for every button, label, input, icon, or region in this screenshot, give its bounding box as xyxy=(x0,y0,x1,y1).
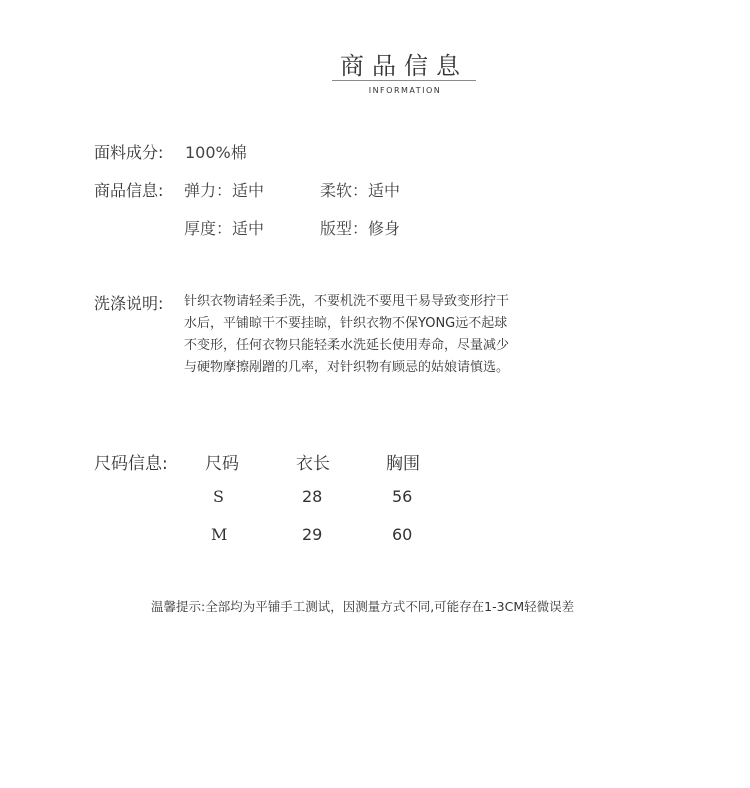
chest-cell: 56 xyxy=(392,487,413,506)
title-divider xyxy=(332,80,476,81)
size-cell: M xyxy=(211,525,228,544)
section-title: 商品信息 xyxy=(340,52,468,80)
washing-label: 洗涤说明: xyxy=(94,294,164,313)
size-info-label: 尺码信息: xyxy=(94,454,168,474)
size-table-header: 衣长 xyxy=(296,454,330,474)
size-table-header: 胸围 xyxy=(386,454,420,474)
thickness-value: 厚度：适中 xyxy=(184,219,265,238)
measurement-note: 温馨提示:全部均为平铺手工测试，因测量方式不同,可能存在1-3CM轻微误差 xyxy=(151,599,575,614)
section-subtitle: INFORMATION xyxy=(368,86,442,95)
fabric-label: 面料成分: xyxy=(94,143,164,162)
softness-value: 柔软：适中 xyxy=(320,181,401,200)
length-cell: 29 xyxy=(302,525,323,544)
washing-text: 针织衣物请轻柔手洗，不要机洗不要甩干易导致变形拧干水后，平铺晾干不要挂晾，针织衣物不保YONG远不起球不变形，任何衣物只能轻柔水洗延长使用寿命，尽量减少与硬物摩擦剐蹭的几率，对针织物有顾忌的姑娘请慎选。 xyxy=(184,294,510,375)
fabric-value: 100%棉 xyxy=(185,143,247,162)
product-info-label: 商品信息: xyxy=(94,181,164,200)
chest-cell: 60 xyxy=(392,525,413,544)
size-cell: S xyxy=(213,487,224,506)
size-table-header: 尺码 xyxy=(205,454,239,474)
elasticity-value: 弹力：适中 xyxy=(184,181,265,200)
length-cell: 28 xyxy=(302,487,323,506)
fit-value: 版型：修身 xyxy=(320,219,401,238)
